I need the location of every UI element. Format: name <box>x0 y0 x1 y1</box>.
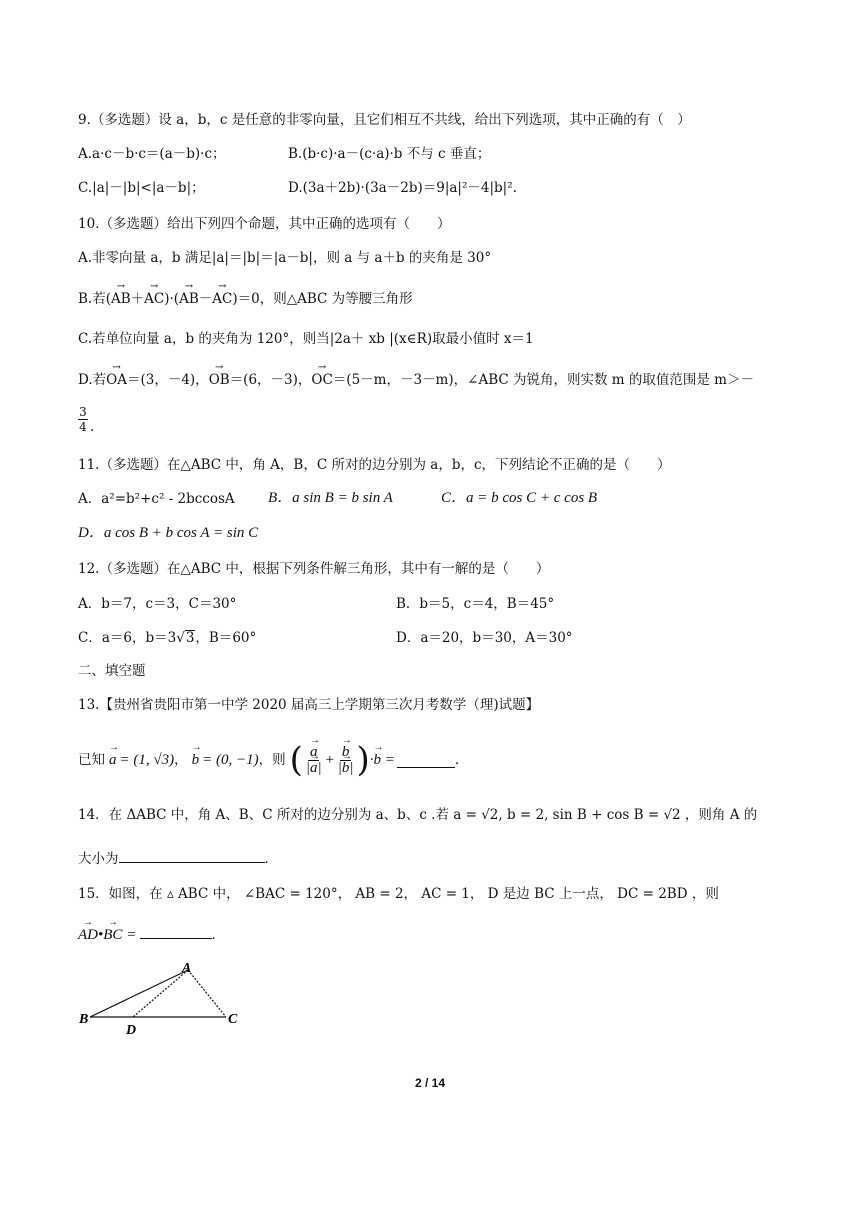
q12-option-d: D．a＝20，b＝30，A＝30° <box>396 630 573 646</box>
q10-option-d: D.若→ OA＝(3，－4)，→ OB＝(6，－3)，→ OC＝(5－m，－3－m)，∠ABC 为锐角，则实数 m 的取值范围是 m＞－ <box>78 371 754 389</box>
q13-answer-blank[interactable] <box>397 753 455 768</box>
q14-line1: 14．在 ΔABC 中，角 A、B、C 所对的边分别为 a、b、c .若 a = √2, b = 2, sin B + cos B = √2 ，则角 A 的 <box>78 807 758 823</box>
q14-line2: 大小为 . <box>78 848 269 868</box>
q15-answer-blank[interactable] <box>140 924 212 939</box>
q9-option-c: C.|a|－|b|<|a－b|； <box>78 180 205 196</box>
q9-option-d: D.(3a＋2b)·(3a－2b)＝9|a|²－4|b|². <box>288 180 517 196</box>
q11-stem: 11.（多选题）在△ABC 中，角 A，B，C 所对的边分别为 a，b，c，下列结论不正确的是（ ） <box>78 457 671 473</box>
q11-option-d: D．a cos B + b cos A = sin C <box>78 525 259 541</box>
section-heading: 二、填空题 <box>78 663 146 679</box>
q9-option-b: B.(b·c)·a－(c·a)·b 不与 c 垂直； <box>288 146 491 162</box>
label-d: D <box>126 1023 137 1038</box>
q10-option-a: A.非零向量 a，b 满足|a|＝|b|＝|a－b|，则 a 与 a＋b 的夹角是 30° <box>78 250 492 266</box>
q14-answer-blank[interactable] <box>119 848 265 863</box>
segment-ad <box>133 970 188 1017</box>
q15-line1: 15．如图，在 ▵ ABC 中， ∠BAC = 120°， AB = 2， AC = 1， D 是边 BC 上一点， DC = 2BD ，则 <box>78 886 719 902</box>
q12-option-b: B．b＝5，c＝4，B＝45° <box>396 596 555 612</box>
q13-title: 13.【贵州省贵阳市第一中学 2020 届高三上学期第三次月考数学（理)试题】 <box>78 697 540 713</box>
q10-fraction: 3 4 <box>79 405 87 434</box>
q10-b-suffix: )＝0，则△ABC 为等腰三角形 <box>232 291 413 307</box>
q10-stem: 10.（多选题）给出下列四个命题，其中正确的选项有（ ） <box>78 216 451 232</box>
page-number: 2 / 14 <box>414 1076 446 1090</box>
triangle-figure <box>76 960 256 1040</box>
q13-formula: 已知 → a = (1, √3) ， → b = (0, −1) ，则 ( → $\frac{a}{|\to a|}$ + → $\frac{b}{|\to b|}$ ) ·→ b = . <box>78 738 459 782</box>
q12-option-a: A．b＝7，c＝3，C＝30° <box>78 596 237 612</box>
q15-line2: → AD•→ BC = . <box>78 924 216 944</box>
label-c: C <box>228 1012 238 1027</box>
label-a: A <box>182 961 192 976</box>
q10-b-prefix: B.若( <box>78 291 111 307</box>
q9-option-a: A.a·c－b·c＝(a－b)·c； <box>78 146 226 162</box>
q9-stem: 9.（多选题）设 a，b，c 是任意的非零向量，且它们相互不共线，给出下列选项，其中正确的有（ ） <box>78 112 691 128</box>
label-b: B <box>79 1012 89 1027</box>
q10-option-c: C.若单位向量 a，b 的夹角为 120°，则当|2a＋ xb |(x∈R)取最小值时 x＝1 <box>78 331 534 347</box>
q10-option-b: B.若(→ AB＋→ AC)·(→ AB－→ AC)＝0，则△ABC 为等腰三角形 <box>78 290 413 308</box>
q11-option-b: B．a sin B = b sin A <box>268 490 393 506</box>
q12-stem: 12.（多选题）在△ABC 中，根据下列条件解三角形，其中有一解的是（ ） <box>78 561 550 577</box>
document-page: 9.（多选题）设 a，b，c 是任意的非零向量，且它们相互不共线，给出下列选项，其中正确的有（ ） A.a·c－b·c＝(a－b)·c； B.(b·c)·a－(c·a)·b 不与 c 垂直； C.|a|－|b|<|a－b|； D.(3a＋2b)·(3a－2b)＝9|a|²－4|b|². 10.（多选题）给出下列四个命题，其中正确的选项有（ ） A.非零向量 a，b 满足|a|＝|b|＝|a－b|，则 a 与 a＋b 的夹角是 30° B.若(→ AB＋→ AC)·(→ AB－→ AC)＝0，则△ABC 为等腰三角形 C.若单位向量 a，b 的夹角为 120°，则当|2a＋ xb |(x∈R)取最小值时 x＝1 D.若→ OA＝(3，－4)，→ OB＝(6，－3)，→ OC＝(5－m，－3－m)，∠ABC 为锐角，则实数 m 的取值范围是 m＞－ 3 4 . 11.（多选题）在△ABC 中，角 A，B，C 所对的边分别为 a，b，c，下列结论不正确的是（ ） A．a²=b²+c² - 2bccosA B．a sin B = b sin A C．a = b cos C + c cos B D．a cos B + b cos A = sin C 12.（多选题）在△ABC 中，根据下列条件解三角形，其中有一解的是（ ） A．b＝7，c＝3，C＝30° B．b＝5，c＝4，B＝45° C．a＝6，b＝3√3，B＝60° D．a＝20，b＝30，A＝30° 二、填空题 13.【贵州省贵阳市第一中学 2020 届高三上学期第三次月考数学（理)试题】 已知 → a = (1, √3) ， → b = (0, −1) ，则 ( → $\frac{a}{|\to a|}$ + → $\frac{b}{|\to b|}$ ) ·→ b = . 14．在 ΔABC 中，角 A、B、C 所对的边分别为 a、b、c .若 a = √2, b = 2, sin B + cos B = √2 ，则角 A 的 大小为 . 15．如图，在 ▵ ABC 中， ∠BAC = 120°， AB = 2， AC = 1， D 是边 BC 上一点， DC = 2BD ，则 → AD•→ BC = . A B C D 2 / 14 <box>0 0 860 1216</box>
segment-ac <box>188 970 226 1017</box>
q12-option-c: C．a＝6，b＝3√3，B＝60° <box>78 630 257 646</box>
q11-option-a: A．a²=b²+c² - 2bccosA <box>78 491 235 507</box>
q11-option-c: C．a = b cos C + c cos B <box>441 490 598 506</box>
segment-ba <box>90 970 188 1017</box>
